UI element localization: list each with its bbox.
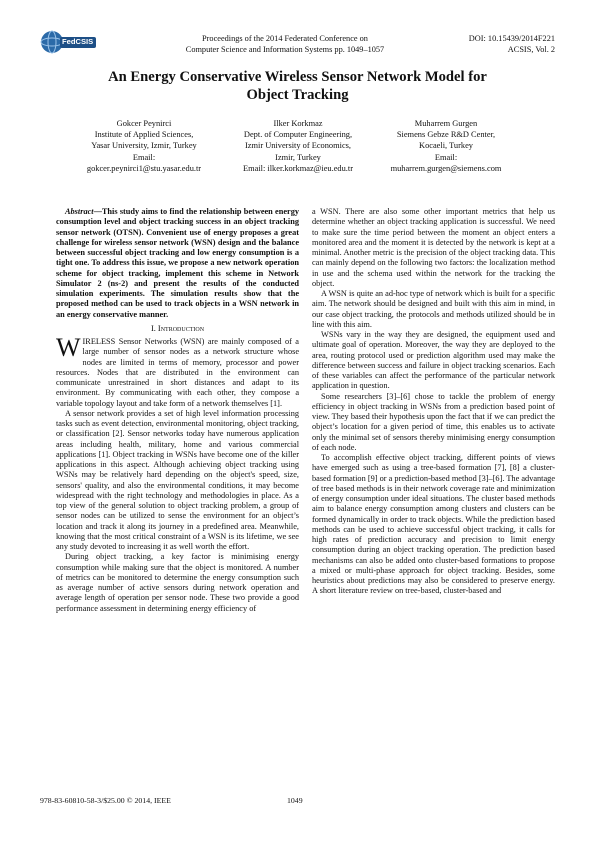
footer-copyright-text: © 2014, IEEE: [126, 796, 171, 805]
author-email: Email: ilker.korkmaz@ieu.edu.tr: [242, 163, 354, 173]
doi-info: [469, 33, 555, 55]
page-number: 1049: [287, 796, 303, 805]
author-block-3: [366, 118, 526, 174]
author-email: gokcer.peynirci1@stu.yasar.edu.tr: [86, 163, 202, 173]
author-affiliation: Siemens Gebze R&D Center,: [396, 130, 496, 140]
doi: DOI: 10.15439/2014F221: [468, 34, 555, 43]
author-block-2: [218, 118, 378, 174]
author-affiliation: Dept. of Computer Engineering,: [243, 130, 353, 140]
footer-isbn: 978-83-60810-58-3/$25.00: [40, 796, 127, 805]
conference-logo: [40, 29, 98, 55]
author-affiliation: Kocaeli, Turkey: [419, 141, 473, 151]
abstract-label: Abstract: [65, 207, 94, 216]
intro-paragraph-2: A sensor network provides a set of high level information processing tasks such as event detection, environmental monitoring, object tracking, or classification [2]. Sensor networks today have numerous application areas including health, military, home and various commercial applications [1]. Object tracking in WSNs have become one of the killer applications in this aspect. Although achieving object tracking using WSNs may be relatively hard depending on the object's speed, size, sensors' quality, and also the environmental conditions, it may become widespread with the right technology and methodologies in place. As a top view of the general solution to object tracking problem, a group of sensor nodes can be utilized to sense the environment for an object’s location and track it along its journey in a predefined area. Meanwhile, knowing that the most critical constraint of a WSN is its lifetime, we see any study devoted to increasing it as well worth the effort.: [56, 408, 299, 551]
author-name: Muharrem Gurgen: [414, 119, 478, 128]
right-paragraph-5: To accomplish effective object tracking, different points of views have emerged such as using a tree-based formation [7], [8] a cluster-based formation [9] or a prediction-based method [3]–[6]. The advantage of tree based methods is in their network coverage rate and minimization of energy consumption under ideal situations. The cluster based methods aim to balance energy consumption among clusters and clusters can be formed dynamically in order to track objects. While the prediction based methods can be used to achieve successful object tracking, it calls for high rates of prediction accuracy and precision to limit energy consumption during an object tracking operation. The prediction based mechanisms can also be added onto cluster-based formations to propose a mixed or multi-phase approach for object tracking. Besides, some heuristics about predictions may also be considered to preserve energy. A short literature review on tree-based, cluster-based and: [312, 453, 555, 596]
author-affiliation: Yasar University, Izmir, Turkey: [91, 141, 197, 151]
right-paragraph-3: WSNs vary in the way they are designed, the equipment used and ultimate goal of operation. Moreover, the way they are deployed to the area, routing protocol used or prediction algorithm used may make the difference between success and failure in object tracking scenarios. Each of these variables can affect the performance of the particular network application in question.: [312, 330, 555, 391]
proceedings-line-1: Proceedings of the 2014 Federated Conference on: [202, 34, 368, 43]
paper-title: [40, 68, 555, 104]
section-heading: [56, 324, 299, 334]
author-name: Gokcer Peynirci: [116, 119, 172, 128]
title-line-1: An Energy Conservative Wireless Sensor Network Model for: [108, 69, 487, 85]
author-affiliation: Izmir University of Economics,: [244, 141, 352, 151]
intro-paragraph-3: During object tracking, a key factor is minimising energy consumption while making sure that the object is monitored. A number of metrics can be monitored to determine the energy consumption such as average number of active sensors during network operation and average length of operation per sensor node. These two provide a good performance assessment in determining energy efficiency of: [56, 552, 299, 613]
right-paragraph-2: A WSN is quite an ad-hoc type of network which is built for a specific aim. The network should be designed and built with this aim in mind, in our case object tracking, the protocols and methods utilized should be in line with this aim.: [312, 289, 555, 329]
author-affiliation: Izmir, Turkey: [275, 152, 321, 162]
author-email-label: Email:: [434, 152, 458, 162]
abstract: [56, 207, 299, 320]
right-paragraph-4: Some researchers [3]–[6] chose to tackle the problem of energy efficiency in object tracking in WSNs from a prediction based point of view. They based their hypothesis upon the fact that if we can predict the object’s location for a given period of time, this enables us to activate only the minimal set of sensors thereby minimising energy consumption of each node.: [312, 391, 555, 452]
proceedings-line-2: Computer Science and Information Systems pp. 1049–1057: [185, 45, 385, 54]
footer-copyright: [40, 796, 171, 805]
right-paragraph-1: a WSN. There are also some other important metrics that help us determine whether an object tracking application is successful. We need to make sure the time period between the moment an object enters a monitored area and the moment it is detected by the network is kept at a minimal. Another metric is the precision of the object tracking data. This can mainly depend on the following two factors: the localization method in use and the schema used within the network for the tracking the object.: [312, 207, 555, 288]
author-block-1: [64, 118, 224, 174]
abstract-text: —This study aims to find the relationship between energy consumption level and object tracking success in an object tracking sensor network (OTSN). Convenient use of energy proposes a great challenge for wireless sensor network (WSN) design and the balance between successful object tracking and low energy consumption is a tight one. To address this issue, we propose a new network operation scheme for object tracking, implement this scheme in Network Simulator 2 (ns-2) and present the results of the conducted simulation experiments. The simulation results show that the proposed method can be used to track objects in a WSN network in an energy conservative manner.: [56, 207, 299, 319]
series: ACSIS, Vol. 2: [507, 45, 555, 54]
section-title: Introduction: [157, 323, 205, 333]
author-email: muharrem.gurgen@siemens.com: [390, 163, 502, 173]
right-column: [312, 207, 555, 597]
title-line-2: Object Tracking: [246, 87, 349, 103]
proceedings-info: [170, 33, 400, 55]
drop-cap: W: [56, 333, 81, 362]
intro-paragraph-1: [56, 333, 299, 409]
logo-text: FedCSIS: [62, 37, 94, 46]
author-affiliation: Institute of Applied Sciences,: [94, 130, 194, 140]
author-email-label: Email:: [132, 152, 156, 162]
paragraph-text: IRELESS Sensor Networks (WSN) are mainly composed of a large number of sensor nodes as a network structure whose nodes are limited in terms of memory, processor and power resources. Nodes that are distributed in the environment can communicate unrestrained in short distances and adapt to its environment. By communicating with each other, they compose a variable topology layout and take form of a network themselves [1].: [56, 337, 299, 408]
section-number: I.: [150, 323, 156, 333]
author-name: Ilker Korkmaz: [273, 119, 323, 128]
left-column: [56, 207, 299, 614]
